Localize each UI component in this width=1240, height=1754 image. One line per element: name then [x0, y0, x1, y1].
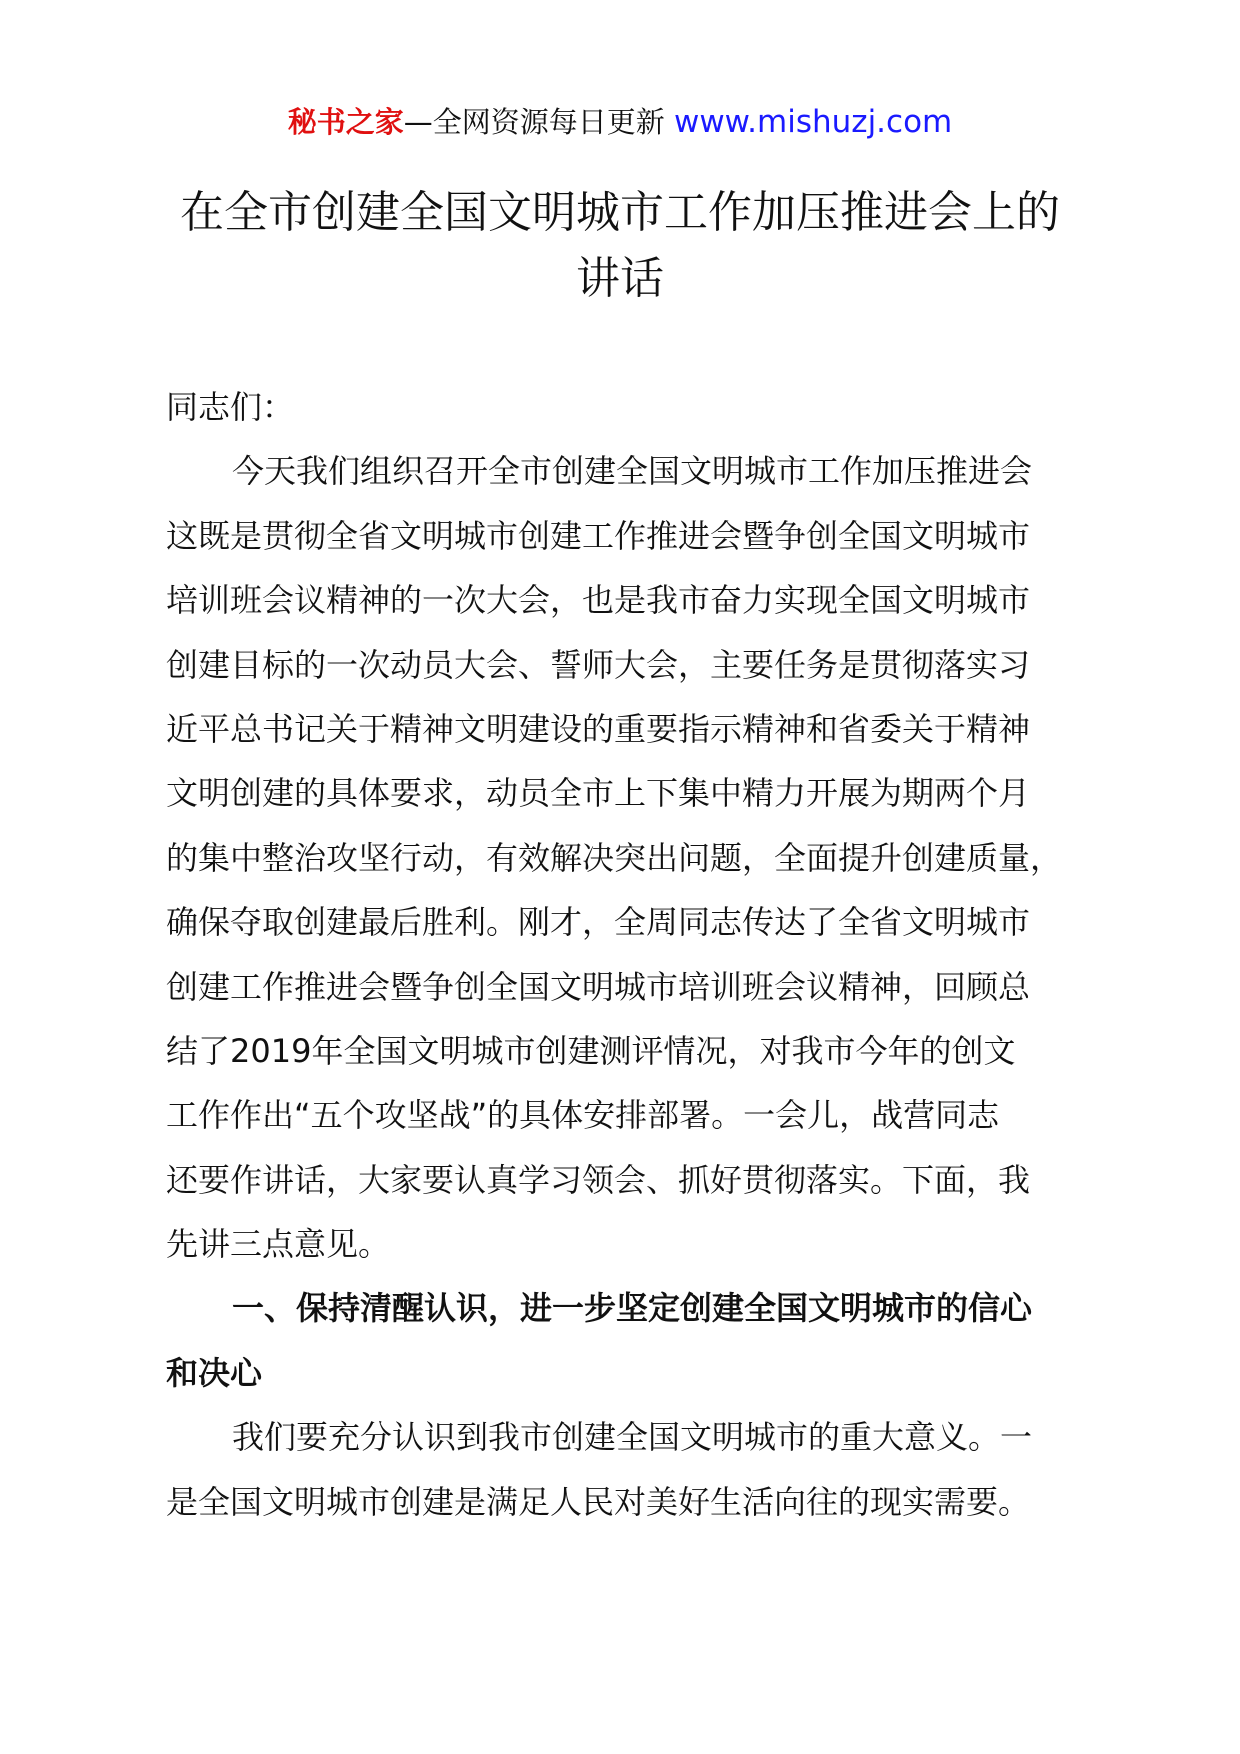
paragraph-line: 文明创建的具体要求，动员全市上下集中精力开展为期两个月	[166, 774, 1031, 813]
paragraph-line: 还要作讲话，大家要认真学习领会、抓好贯彻落实。下面，我	[166, 1160, 1031, 1199]
paragraph-line: 先讲三点意见。	[166, 1225, 391, 1264]
section-heading-line: 和决心	[166, 1353, 263, 1392]
paragraph-line: 确保夺取创建最后胜利。刚才，全周同志传达了全省文明城市	[166, 903, 1031, 942]
document-title	[150, 180, 1090, 312]
paragraph-line: 结了2019年全国文明城市创建测评情况，对我市今年的创文	[166, 1031, 1016, 1070]
paragraph-line: 近平总书记关于精神文明建设的重要指示精神和省委关于精神	[166, 709, 1031, 748]
paragraph-line: 这既是贯彻全省文明城市创建工作推进会暨争创全国文明城市	[166, 516, 1031, 555]
site-tagline: —全网资源每日更新	[403, 105, 674, 139]
paragraph-line: 创建工作推进会暨争创全国文明城市培训班会议精神，回顾总	[166, 967, 1031, 1006]
paragraph-line: 今天我们组织召开全市创建全国文明城市工作加压推进会	[232, 452, 1033, 491]
paragraph-line: 培训班会议精神的一次大会，也是我市奋力实现全国文明城市	[166, 581, 1031, 620]
paragraph-line: 我们要充分认识到我市创建全国文明城市的重大意义。一	[232, 1418, 1033, 1457]
site-header	[0, 100, 1240, 144]
site-brand: 秘书之家	[287, 105, 404, 139]
paragraph-intro	[166, 439, 1076, 1276]
document-body	[166, 375, 1076, 1534]
paragraph-significance	[166, 1405, 1076, 1534]
document-title-line: 在全市创建全国文明城市工作加压推进会上的	[180, 187, 1060, 238]
paragraph-line: 创建目标的一次动员大会、誓师大会，主要任务是贯彻落实习	[166, 645, 1031, 684]
document-title-line: 讲话	[576, 253, 664, 304]
section-heading-1	[166, 1276, 1076, 1405]
site-url-link[interactable]: www.mishuzj.com	[673, 104, 953, 140]
section-heading-line: 一、保持清醒认识，进一步坚定创建全国文明城市的信心	[232, 1289, 1033, 1328]
salutation: 同志们：	[166, 388, 295, 426]
paragraph-line: 是全国文明城市创建是满足人民对美好生活向往的现实需要。	[166, 1482, 1031, 1521]
paragraph-line: 的集中整治攻坚行动，有效解决突出问题，全面提升创建质量，	[166, 838, 1063, 877]
paragraph-line: 工作作出“五个攻坚战”的具体安排部署。一会儿，战营同志	[166, 1096, 1000, 1135]
